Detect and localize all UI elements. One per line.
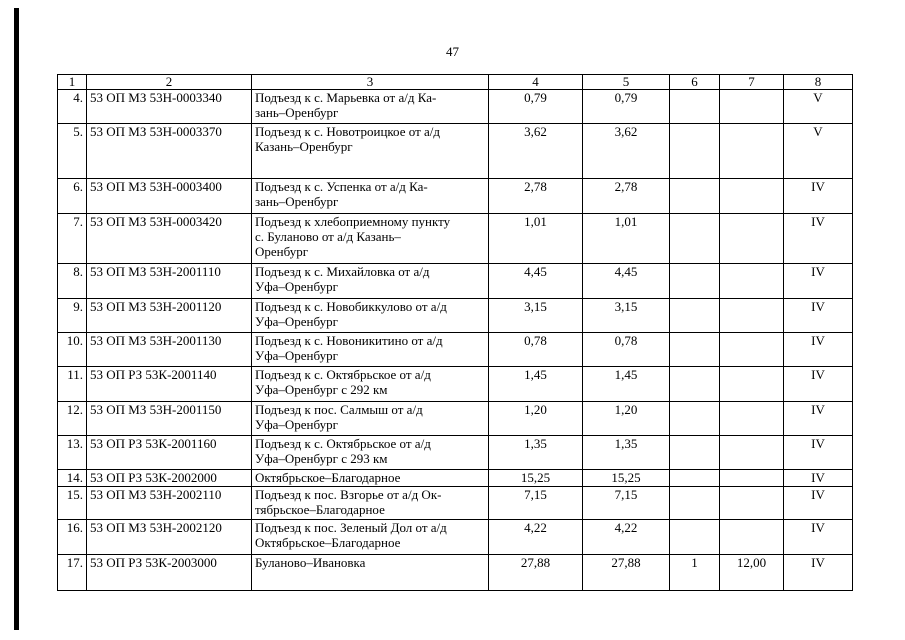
page-number: 47	[446, 44, 459, 59]
road-code-cell: 53 ОП МЗ 53Н-0003420	[87, 214, 252, 264]
row-number-cell: 8.	[58, 264, 87, 299]
column-6-cell	[670, 214, 720, 264]
row-number-cell: 16.	[58, 520, 87, 555]
column-6-cell	[670, 90, 720, 124]
column-5-cell: 4,45	[583, 264, 670, 299]
road-code-cell: 53 ОП МЗ 53Н-2001130	[87, 333, 252, 367]
column-7-cell	[720, 124, 784, 179]
column-6-cell	[670, 124, 720, 179]
table-row	[58, 470, 853, 487]
column-5-cell: 1,45	[583, 367, 670, 402]
column-4-cell: 4,22	[489, 520, 583, 555]
road-name-cell: Подъезд к с. Новотроицкое от а/д Казань–Оренбург	[252, 124, 489, 179]
category-cell: IV	[784, 402, 853, 436]
column-7-cell	[720, 214, 784, 264]
category-cell: IV	[784, 299, 853, 333]
column-5-cell: 27,88	[583, 555, 670, 591]
column-4-cell: 2,78	[489, 179, 583, 214]
column-header: 5	[583, 75, 670, 90]
table-row	[58, 367, 853, 402]
category-cell: IV	[784, 367, 853, 402]
column-6-cell	[670, 520, 720, 555]
column-header: 3	[252, 75, 489, 90]
road-name-cell: Подъезд к с. Октябрьское от а/д Уфа–Оренбург с 292 км	[252, 367, 489, 402]
category-cell: IV	[784, 179, 853, 214]
road-code-cell: 53 ОП МЗ 53Н-2001110	[87, 264, 252, 299]
column-7-cell	[720, 436, 784, 470]
column-5-cell: 15,25	[583, 470, 670, 487]
road-name-cell: Буланово–Ивановка	[252, 555, 489, 591]
road-code-cell: 53 ОП РЗ 53К-2003000	[87, 555, 252, 591]
column-4-cell: 0,79	[489, 90, 583, 124]
column-5-cell: 0,79	[583, 90, 670, 124]
column-6-cell	[670, 264, 720, 299]
column-5-cell: 1,20	[583, 402, 670, 436]
category-cell: IV	[784, 555, 853, 591]
road-code-cell: 53 ОП МЗ 53Н-0003370	[87, 124, 252, 179]
table-row	[58, 179, 853, 214]
column-6-cell	[670, 299, 720, 333]
table-row	[58, 124, 853, 179]
road-name-cell: Подъезд к хлебоприемному пункту с. Буланово от а/д Казань– Оренбург	[252, 214, 489, 264]
category-cell: V	[784, 124, 853, 179]
column-4-cell: 1,35	[489, 436, 583, 470]
column-5-cell: 0,78	[583, 333, 670, 367]
road-name-cell: Подъезд к пос. Зеленый Дол от а/д Октябрьское–Благодарное	[252, 520, 489, 555]
row-number-cell: 9.	[58, 299, 87, 333]
table-row	[58, 299, 853, 333]
column-7-cell	[720, 264, 784, 299]
column-7-cell	[720, 367, 784, 402]
column-4-cell: 3,15	[489, 299, 583, 333]
column-4-cell: 27,88	[489, 555, 583, 591]
column-7-cell: 12,00	[720, 555, 784, 591]
road-name-cell: Подъезд к пос. Взгорье от а/д Ок- тябрьское–Благодарное	[252, 487, 489, 520]
column-7-cell	[720, 90, 784, 124]
column-4-cell: 1,20	[489, 402, 583, 436]
column-5-cell: 3,15	[583, 299, 670, 333]
row-number-cell: 12.	[58, 402, 87, 436]
column-4-cell: 3,62	[489, 124, 583, 179]
column-header: 8	[784, 75, 853, 90]
column-header: 6	[670, 75, 720, 90]
column-7-cell	[720, 487, 784, 520]
column-header: 1	[58, 75, 87, 90]
column-7-cell	[720, 402, 784, 436]
road-code-cell: 53 ОП МЗ 53Н-0003340	[87, 90, 252, 124]
road-code-cell: 53 ОП МЗ 53Н-2001120	[87, 299, 252, 333]
page-edge-bar	[14, 8, 19, 630]
table-row	[58, 436, 853, 470]
column-6-cell	[670, 436, 720, 470]
road-code-cell: 53 ОП МЗ 53Н-2001150	[87, 402, 252, 436]
road-name-cell: Подъезд к с. Успенка от а/д Ка- зань–Оренбург	[252, 179, 489, 214]
column-7-cell	[720, 520, 784, 555]
column-7-cell	[720, 470, 784, 487]
column-5-cell: 2,78	[583, 179, 670, 214]
road-code-cell: 53 ОП РЗ 53К-2002000	[87, 470, 252, 487]
column-4-cell: 1,01	[489, 214, 583, 264]
road-code-cell: 53 ОП МЗ 53Н-2002110	[87, 487, 252, 520]
category-cell: IV	[784, 214, 853, 264]
row-number-cell: 14.	[58, 470, 87, 487]
column-header: 4	[489, 75, 583, 90]
column-4-cell: 4,45	[489, 264, 583, 299]
category-cell: IV	[784, 487, 853, 520]
table-row	[58, 555, 853, 591]
column-6-cell	[670, 333, 720, 367]
column-4-cell: 1,45	[489, 367, 583, 402]
table-row	[58, 333, 853, 367]
column-6-cell	[670, 402, 720, 436]
road-name-cell: Подъезд к с. Михайловка от а/д Уфа–Оренбург	[252, 264, 489, 299]
road-name-cell: Подъезд к с. Октябрьское от а/д Уфа–Оренбург с 293 км	[252, 436, 489, 470]
column-4-cell: 0,78	[489, 333, 583, 367]
column-header: 7	[720, 75, 784, 90]
road-name-cell: Октябрьское–Благодарное	[252, 470, 489, 487]
row-number-cell: 13.	[58, 436, 87, 470]
column-5-cell: 4,22	[583, 520, 670, 555]
column-4-cell: 15,25	[489, 470, 583, 487]
row-number-cell: 17.	[58, 555, 87, 591]
category-cell: V	[784, 90, 853, 124]
column-5-cell: 7,15	[583, 487, 670, 520]
road-code-cell: 53 ОП МЗ 53Н-0003400	[87, 179, 252, 214]
column-5-cell: 1,35	[583, 436, 670, 470]
column-5-cell: 1,01	[583, 214, 670, 264]
table-row	[58, 214, 853, 264]
column-7-cell	[720, 299, 784, 333]
table-row	[58, 264, 853, 299]
column-7-cell	[720, 179, 784, 214]
row-number-cell: 15.	[58, 487, 87, 520]
column-6-cell	[670, 487, 720, 520]
row-number-cell: 5.	[58, 124, 87, 179]
table-row	[58, 90, 853, 124]
column-4-cell: 7,15	[489, 487, 583, 520]
road-name-cell: Подъезд к с. Марьевка от а/д Ка- зань–Оренбург	[252, 90, 489, 124]
table-row	[58, 402, 853, 436]
row-number-cell: 11.	[58, 367, 87, 402]
row-number-cell: 6.	[58, 179, 87, 214]
table-row	[58, 487, 853, 520]
category-cell: IV	[784, 333, 853, 367]
road-name-cell: Подъезд к с. Новобиккулово от а/д Уфа–Оренбург	[252, 299, 489, 333]
row-number-cell: 7.	[58, 214, 87, 264]
roads-table	[57, 74, 853, 591]
road-code-cell: 53 ОП РЗ 53К-2001160	[87, 436, 252, 470]
row-number-cell: 4.	[58, 90, 87, 124]
category-cell: IV	[784, 436, 853, 470]
column-5-cell: 3,62	[583, 124, 670, 179]
road-code-cell: 53 ОП МЗ 53Н-2002120	[87, 520, 252, 555]
road-code-cell: 53 ОП РЗ 53К-2001140	[87, 367, 252, 402]
category-cell: IV	[784, 520, 853, 555]
category-cell: IV	[784, 470, 853, 487]
column-header: 2	[87, 75, 252, 90]
column-6-cell	[670, 367, 720, 402]
road-name-cell: Подъезд к с. Новоникитино от а/д Уфа–Оренбург	[252, 333, 489, 367]
road-name-cell: Подъезд к пос. Салмыш от а/д Уфа–Оренбург	[252, 402, 489, 436]
column-6-cell	[670, 470, 720, 487]
column-6-cell: 1	[670, 555, 720, 591]
table-row	[58, 520, 853, 555]
column-6-cell	[670, 179, 720, 214]
column-7-cell	[720, 333, 784, 367]
category-cell: IV	[784, 264, 853, 299]
row-number-cell: 10.	[58, 333, 87, 367]
table-header-row	[58, 75, 853, 90]
